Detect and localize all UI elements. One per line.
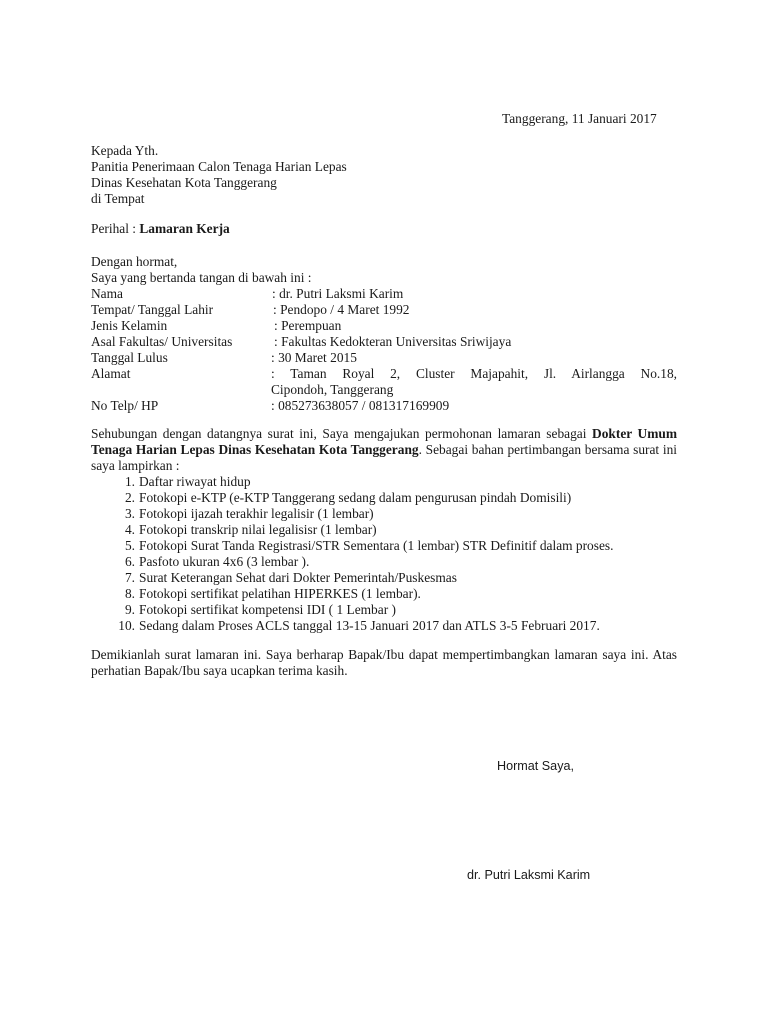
recipient-line: Kepada Yth. bbox=[91, 143, 159, 158]
place-date: Tanggerang, 11 Januari 2017 bbox=[502, 111, 657, 126]
identity-row-name bbox=[91, 286, 677, 302]
recipient-line: Panitia Penerimaan Calon Tenaga Harian Lepas bbox=[91, 159, 347, 174]
subject-label: Perihal : bbox=[91, 221, 140, 236]
identity-value: : Taman Royal 2, Cluster Majapahit, Jl. Airlangga No.18, bbox=[271, 366, 677, 381]
identity-value: : Fakultas Kedokteran Universitas Sriwijaya bbox=[274, 334, 512, 349]
recipient-line: Dinas Kesehatan Kota Tanggerang bbox=[91, 175, 277, 190]
body-paragraph bbox=[91, 426, 677, 474]
identity-value: : Perempuan bbox=[274, 318, 342, 333]
greeting-block bbox=[91, 254, 677, 414]
identity-value: : 30 Maret 2015 bbox=[271, 350, 357, 365]
letter-page: Tanggerang, 11 Januari 2017 Kepada Yth. Panitia Penerimaan Calon Tenaga Harian Lepas Dinas Kesehatan Kota Tanggerang di Tempat Perihal : Lamaran Kerja Dengan hormat, Saya yang bertanda tangan di bawah ini : Nama : dr. Putri Laksmi Karim Tempat/ Tanggal Lahir : Pendopo / 4 Maret 1992 Jenis Kelamin : Perempuan Asal Fakultas/ Universitas : Fakultas Kedokteran Universitas Sriwijaya Tanggal Lulus : 30 Maret 2015 Alamat : Taman Royal 2, Cluster Majapahit, Jl. Airlangga No.18, Cipondoh, Tanggerang No Telp/ HP : 085273638057 / 081317169909 Sehubungan dengan datangnya surat ini, Saya mengajukan permohonan lamaran sebagai Dokter Umum Tenaga Harian Lepas Dinas Kesehatan Kota Tanggerang. Sebagai bahan pertimbangan bersama surat ini saya lampirkan : 1. Daftar riwayat hidup 2. Fotokopi e-KTP (e-KTP Tanggerang sedang dalam pengurusan pindah Domisili) 3. Fotokopi ijazah terakhir legalisir (1 lembar) 4. Fotokopi transkrip nilai legalisisr (1 lembar) 5. Fotokopi Surat Tanda Registrasi/STR Sementara (1 lembar) STR Definitif dalam proses. 6. Pasfoto ukuran 4x6 (3 lembar ). 7. Surat Keterangan Sehat dari Dokter Pemerintah/Puskesmas 8. Fotokopi sertifikat pelatihan HIPERKES (1 lembar). 9. Fotokopi sertifikat kompetensi IDI ( 1 Lembar ) 10. Sedang dalam Proses ACLS tanggal 13-15 Januari 2017 dan ATLS 3-5 Februari 2017. Demikianlah surat lamaran ini. Saya berharap Bapak/Ibu dapat mempertimbangkan lamaran saya ini. Atas perhatian Bapak/Ibu saya ucapkan terima kasih. Hormat Saya, dr. Putri Laksmi Karim bbox=[91, 111, 677, 882]
greeting: Dengan hormat, bbox=[91, 254, 178, 269]
subject-line bbox=[91, 221, 230, 237]
identity-value: : dr. Putri Laksmi Karim bbox=[272, 286, 404, 301]
recipient-line: di Tempat bbox=[91, 191, 145, 206]
subject: Lamaran Kerja bbox=[139, 221, 230, 236]
identity-value: : 085273638057 / 081317169909 bbox=[271, 398, 450, 413]
intro: Saya yang bertanda tangan di bawah ini : bbox=[91, 270, 312, 285]
identity-value: : Pendopo / 4 Maret 1992 bbox=[273, 302, 410, 317]
identity-row-birth bbox=[91, 302, 677, 318]
identity-label: No Telp/ HP bbox=[91, 398, 159, 413]
identity-label: Nama bbox=[91, 286, 123, 301]
identity-label: Tanggal Lulus bbox=[91, 350, 168, 365]
identity-row-graduation bbox=[91, 350, 677, 366]
closing-paragraph: Demikianlah surat lamaran ini. Saya berharap Bapak/Ibu dapat mempertimbangkan lamaran saya ini. Atas perhatian Bapak/Ibu saya ucapkan terima kasih. bbox=[91, 647, 677, 678]
signature-name: dr. Putri Laksmi Karim bbox=[467, 868, 591, 882]
sign-off: Hormat Saya, bbox=[497, 759, 574, 773]
recipient-address bbox=[91, 143, 347, 207]
body-text: . Sebagai bahan pertimbangan bersama surat ini saya lampirkan : bbox=[91, 442, 677, 473]
identity-value: Cipondoh, Tanggerang bbox=[271, 382, 394, 397]
body-position: Dokter Umum Tenaga Harian Lepas Dinas Kesehatan Kota Tanggerang bbox=[91, 426, 677, 457]
identity-label: Tempat/ Tanggal Lahir bbox=[91, 302, 214, 317]
identity-row-address bbox=[91, 366, 677, 382]
identity-label: Asal Fakultas/ Universitas bbox=[91, 334, 233, 349]
identity-label: Jenis Kelamin bbox=[91, 318, 168, 333]
identity-row-phone bbox=[91, 398, 677, 414]
body-text: Sehubungan dengan datangnya surat ini, Saya mengajukan permohonan lamaran sebagai bbox=[91, 426, 593, 441]
identity-row-faculty bbox=[91, 334, 677, 350]
identity-row-gender bbox=[91, 318, 677, 334]
identity-label: Alamat bbox=[91, 366, 131, 381]
identity-row-address-cont bbox=[91, 382, 677, 398]
